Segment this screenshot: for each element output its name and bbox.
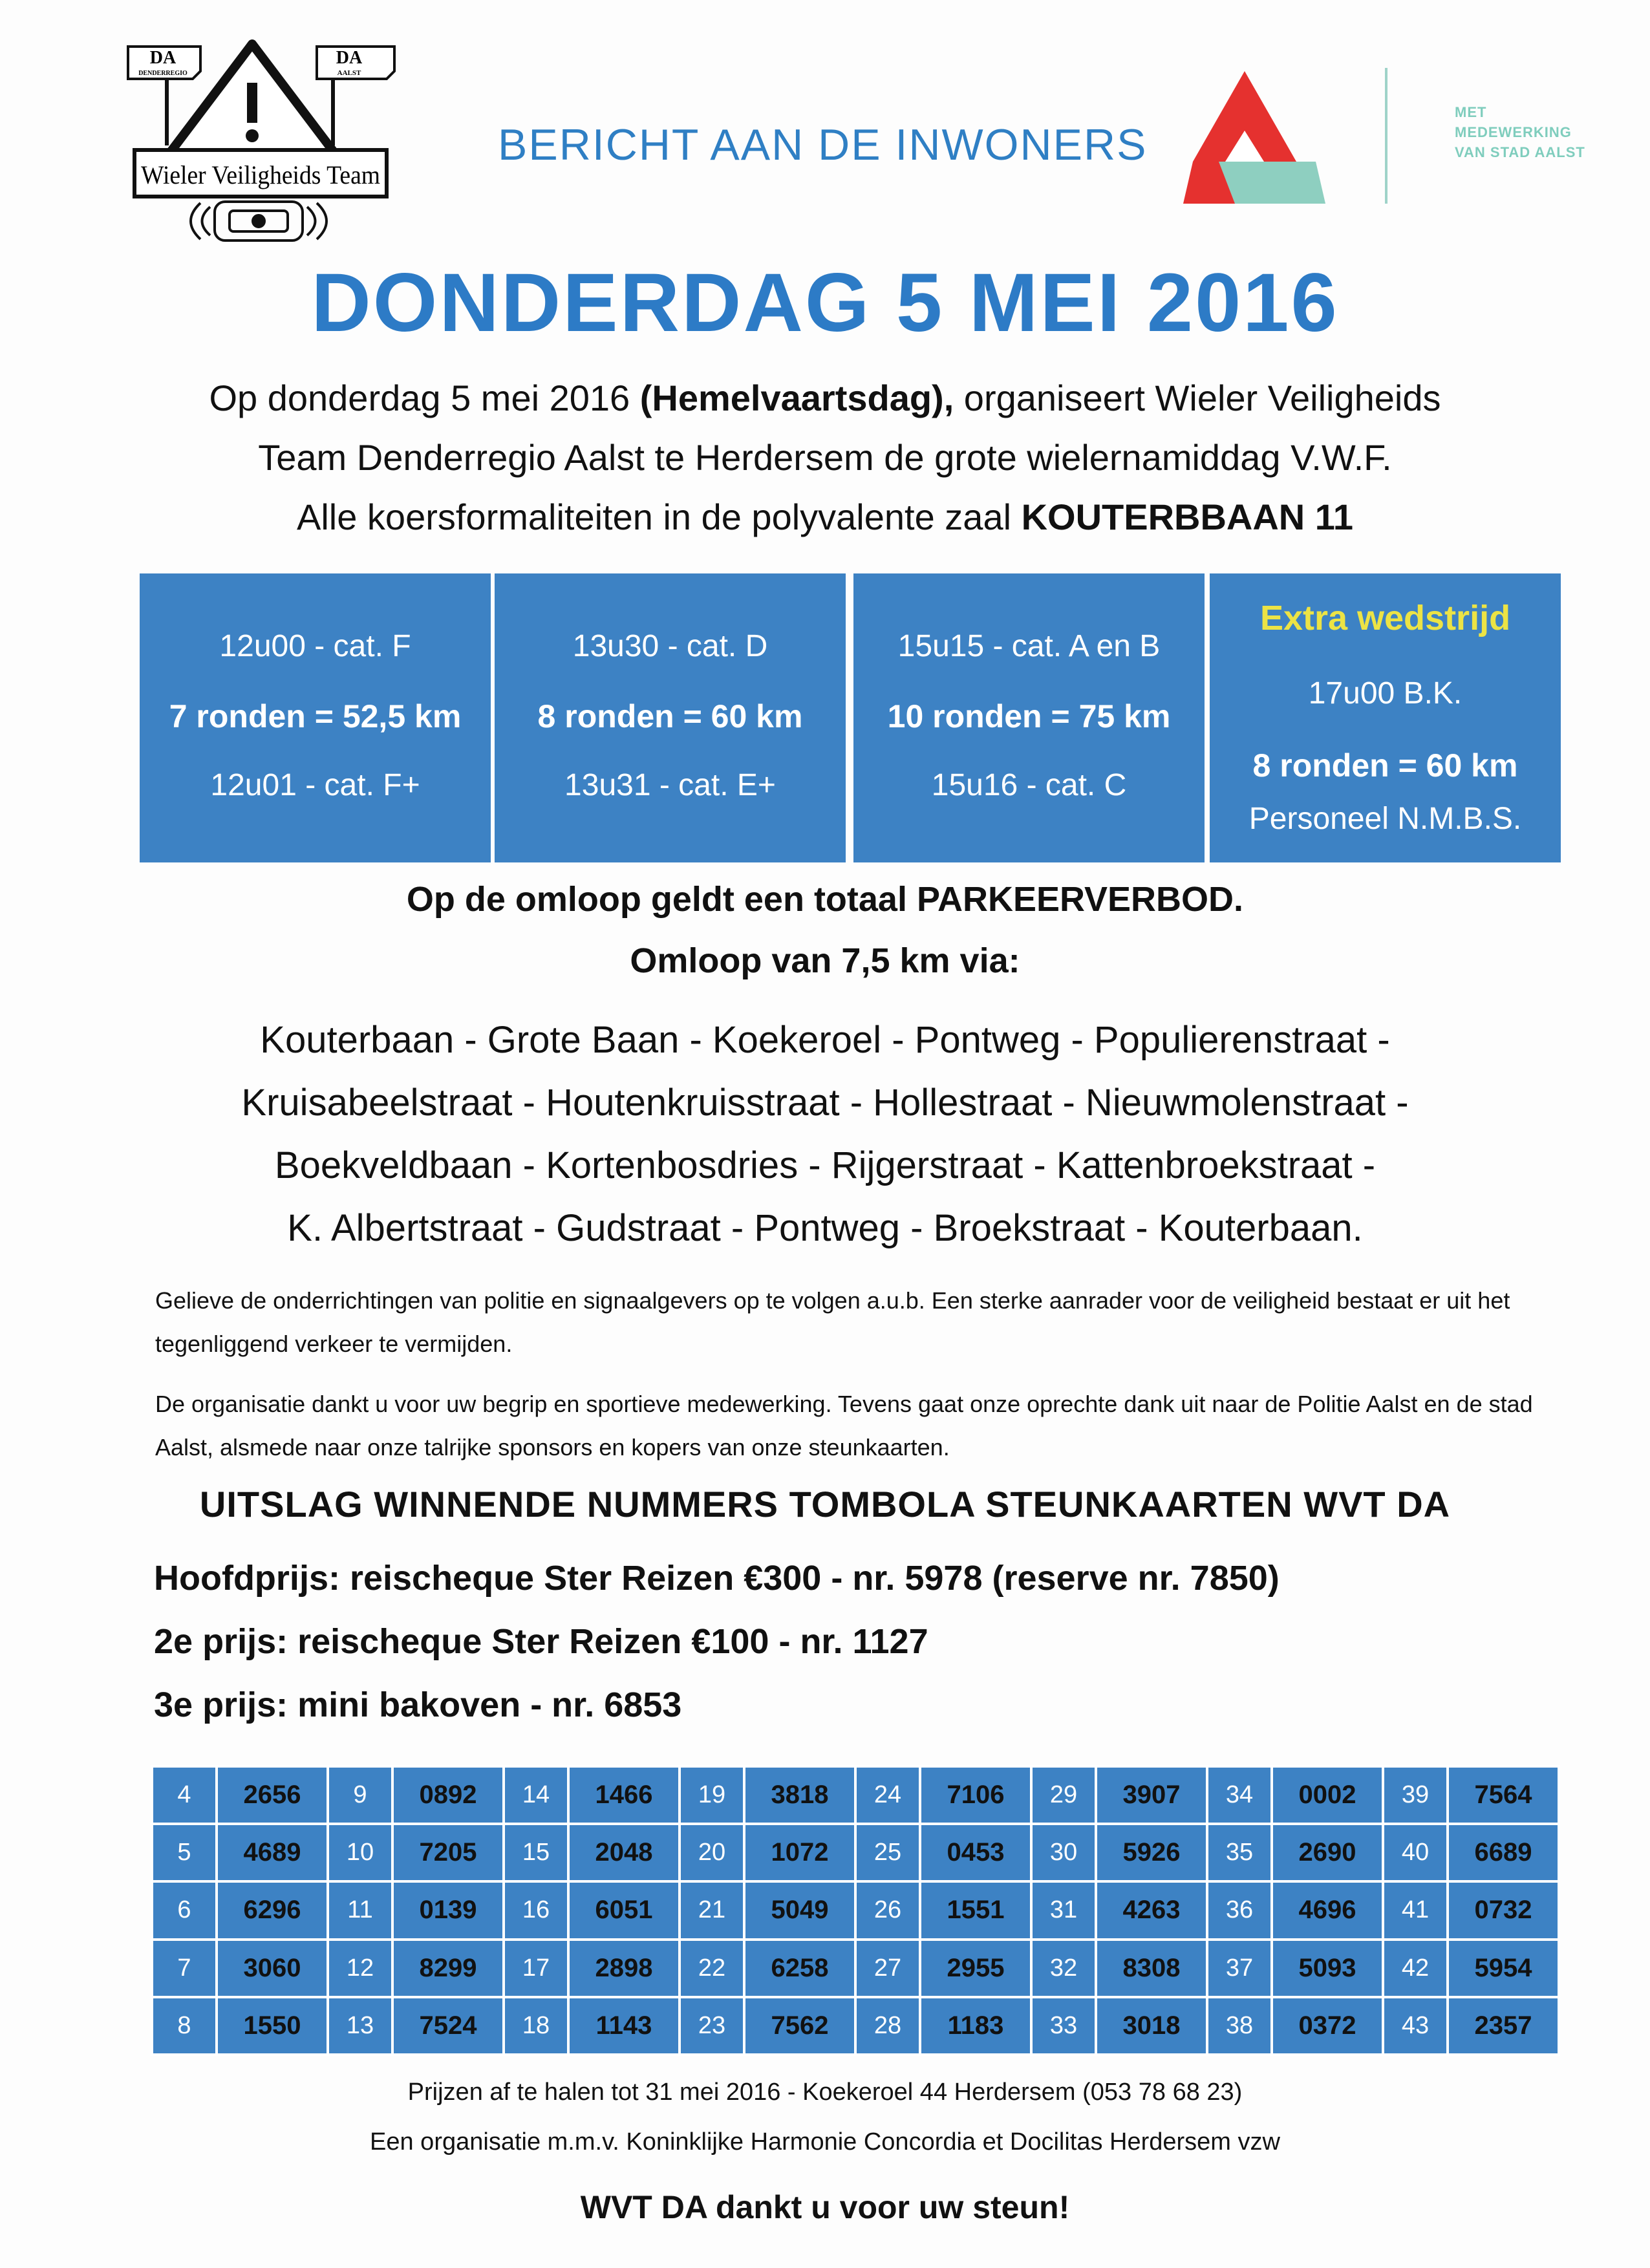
route-line-2: Kruisabeelstraat - Houtenkruisstraat - Hollestraat - Nieuwmolenstraat - [241, 1082, 1409, 1124]
ticket-index: 13 [328, 1997, 392, 2055]
ticket-number: 3818 [744, 1766, 855, 1824]
safety-paragraph: Gelieve de onderrichtingen van politie en signaalgevers op te volgen a.u.b. Een sterke aanrader voor de veiligheid bestaat er uit het tegenliggend verkeer te vermijden. [155, 1287, 1510, 1357]
intro-text-a: Alle koersformaliteiten in de polyvalente zaal [296, 497, 1022, 537]
schedule-box-1 [140, 573, 491, 862]
schedule-start: 12u00 - cat. F [219, 629, 411, 663]
ticket-number: 1466 [568, 1766, 680, 1824]
svg-text:DA: DA [336, 48, 363, 68]
footer-pickup: Prijzen af te halen tot 31 mei 2016 - Koekeroel 44 Herdersem (053 78 68 23) [407, 2079, 1243, 2106]
ticket-number: 1183 [920, 1997, 1031, 2055]
intro-line-1 [0, 369, 1650, 428]
ticket-index: 35 [1207, 1824, 1272, 1881]
ticket-number: 2690 [1272, 1824, 1383, 1881]
schedule-box-extra [1210, 573, 1561, 862]
route-line-4: K. Albertstraat - Gudstraat - Pontweg - Broekstraat - Kouterbaan. [287, 1207, 1363, 1249]
ticket-index: 26 [855, 1881, 920, 1939]
schedule-rounds: 10 ronden = 75 km [887, 698, 1171, 734]
schedule-start: 15u15 - cat. A en B [897, 629, 1161, 663]
ticket-index: 7 [152, 1940, 217, 1997]
route-line-1: Kouterbaan - Grote Baan - Koekeroel - Pontweg - Populierenstraat - [260, 1019, 1390, 1061]
ticket-index: 42 [1383, 1940, 1448, 1997]
ticket-index: 25 [855, 1824, 920, 1881]
ticket-number: 6051 [568, 1881, 680, 1939]
ticket-index: 28 [855, 1997, 920, 2055]
ticket-index: 21 [680, 1881, 744, 1939]
intro-line-3 [0, 487, 1650, 547]
ticket-index: 39 [1383, 1766, 1448, 1824]
ticket-number: 2048 [568, 1824, 680, 1881]
extra-race-label: Extra wedstrijd [1259, 599, 1511, 637]
divider-line [1385, 68, 1388, 204]
table-row [152, 1766, 1559, 1824]
ticket-number: 6296 [217, 1881, 328, 1939]
ticket-number: 5926 [1096, 1824, 1207, 1881]
ticket-index: 32 [1031, 1940, 1096, 1997]
footer-organisation: Een organisatie m.m.v. Koninklijke Harmonie Concordia et Docilitas Herdersem vzw [370, 2128, 1280, 2156]
circuit-title: Omloop van 7,5 km via: [630, 941, 1020, 980]
table-row [152, 1940, 1559, 1997]
ticket-number: 2898 [568, 1940, 680, 1997]
ticket-index: 23 [680, 1997, 744, 2055]
route-line-3: Boekveldbaan - Kortenbosdries - Rijgerstraat - Kattenbroekstraat - [274, 1144, 1376, 1186]
ticket-index: 22 [680, 1940, 744, 1997]
ticket-index: 15 [504, 1824, 568, 1881]
ticket-number: 1072 [744, 1824, 855, 1881]
ticket-index: 6 [152, 1881, 217, 1939]
ticket-number: 5954 [1448, 1940, 1559, 1997]
table-row [152, 1881, 1559, 1939]
schedule-rounds: 7 ronden = 52,5 km [169, 698, 462, 734]
ticket-index: 30 [1031, 1824, 1096, 1881]
ticket-number: 4689 [217, 1824, 328, 1881]
ticket-number: 7564 [1448, 1766, 1559, 1824]
ticket-number: 1550 [217, 1997, 328, 2055]
ticket-index: 38 [1207, 1997, 1272, 2055]
ticket-number: 8299 [392, 1940, 504, 1997]
camera-badge-icon [191, 202, 327, 241]
ticket-index: 24 [855, 1766, 920, 1824]
ticket-number: 6689 [1448, 1824, 1559, 1881]
svg-text:Wieler Veiligheids Team: Wieler Veiligheids Team [141, 160, 380, 189]
ticket-index: 36 [1207, 1881, 1272, 1939]
ticket-index: 18 [504, 1997, 568, 2055]
header-title: BERICHT AAN DE INWONERS [498, 120, 1148, 169]
ticket-number: 4696 [1272, 1881, 1383, 1939]
ticket-index: 9 [328, 1766, 392, 1824]
ticket-index: 33 [1031, 1997, 1096, 2055]
stad-aalst-logo [1183, 71, 1325, 204]
partner-line-1: MET [1455, 104, 1487, 120]
ticket-number: 0139 [392, 1881, 504, 1939]
ticket-index: 10 [328, 1824, 392, 1881]
ticket-index: 37 [1207, 1940, 1272, 1997]
ticket-number: 7106 [920, 1766, 1031, 1824]
svg-text:DENDERREGIO: DENDERREGIO [138, 70, 188, 77]
winning-numbers-table [151, 1765, 1560, 2056]
schedule-rounds: 8 ronden = 60 km [537, 698, 803, 734]
ticket-number: 0002 [1272, 1766, 1383, 1824]
schedule-second: 12u01 - cat. F+ [210, 768, 420, 802]
intro-venue: KOUTERBBAAN 11 [1021, 497, 1353, 537]
ticket-index: 17 [504, 1940, 568, 1997]
ticket-index: 11 [328, 1881, 392, 1939]
schedule-start: 13u30 - cat. D [572, 629, 768, 663]
intro-text-c: organiseert Wieler Veiligheids [954, 378, 1441, 418]
prize-third: 3e prijs: mini bakoven - nr. 6853 [154, 1685, 682, 1724]
ticket-number: 5093 [1272, 1940, 1383, 1997]
ticket-number: 3060 [217, 1940, 328, 1997]
partner-line-2: MEDEWERKING [1455, 124, 1572, 140]
prize-second: 2e prijs: reischeque Ster Reizen €100 - nr. 1127 [154, 1622, 928, 1661]
schedule-box-3 [853, 573, 1205, 862]
ticket-number: 7562 [744, 1997, 855, 2055]
ticket-number: 2357 [1448, 1997, 1559, 2055]
schedule-second: 15u16 - cat. C [931, 768, 1127, 802]
wvt-logo [123, 32, 398, 246]
parking-notice: Op de omloop geldt een totaal PARKEERVERBOD. [406, 880, 1244, 919]
schedule-second: Personeel N.M.B.S. [1248, 802, 1522, 836]
intro-hemelvaart: (Hemelvaartsdag), [639, 378, 954, 418]
tombola-title: UITSLAG WINNENDE NUMMERS TOMBOLA STEUNKAARTEN WVT DA [199, 1484, 1451, 1524]
date-title: DONDERDAG 5 MEI 2016 [311, 257, 1339, 349]
svg-text:AALST: AALST [337, 69, 361, 77]
ticket-number: 5049 [744, 1881, 855, 1939]
ticket-number: 2955 [920, 1940, 1031, 1997]
intro-line-2: Team Denderregio Aalst te Herdersem de grote wielernamiddag V.W.F. [258, 437, 1392, 478]
schedule-box-2 [495, 573, 846, 862]
ticket-index: 31 [1031, 1881, 1096, 1939]
ticket-number: 4263 [1096, 1881, 1207, 1939]
table-row [152, 1997, 1559, 2055]
ticket-number: 0892 [392, 1766, 504, 1824]
ticket-number: 1551 [920, 1881, 1031, 1939]
ticket-number: 0732 [1448, 1881, 1559, 1939]
ticket-index: 41 [1383, 1881, 1448, 1939]
ticket-number: 7205 [392, 1824, 504, 1881]
schedule-rounds: 8 ronden = 60 km [1252, 747, 1518, 784]
ticket-index: 12 [328, 1940, 392, 1997]
ticket-index: 27 [855, 1940, 920, 1997]
ticket-index: 14 [504, 1766, 568, 1824]
schedule-second: 13u31 - cat. E+ [564, 768, 776, 802]
ticket-index: 20 [680, 1824, 744, 1881]
table-row [152, 1824, 1559, 1881]
ticket-index: 16 [504, 1881, 568, 1939]
ticket-number: 7524 [392, 1997, 504, 2055]
ticket-number: 8308 [1096, 1940, 1207, 1997]
ticket-number: 3018 [1096, 1997, 1207, 2055]
ticket-index: 43 [1383, 1997, 1448, 2055]
ticket-index: 5 [152, 1824, 217, 1881]
prize-main: Hoofdprijs: reischeque Ster Reizen €300 - nr. 5978 (reserve nr. 7850) [154, 1559, 1280, 1598]
ticket-index: 34 [1207, 1766, 1272, 1824]
flag-right [317, 45, 394, 145]
ticket-number: 0372 [1272, 1997, 1383, 2055]
ticket-index: 29 [1031, 1766, 1096, 1824]
ticket-number: 3907 [1096, 1766, 1207, 1824]
partner-line-3: VAN STAD AALST [1455, 144, 1585, 160]
ticket-index: 8 [152, 1997, 217, 2055]
footer-thanks: WVT DA dankt u voor uw steun! [580, 2189, 1070, 2225]
ticket-number: 1143 [568, 1997, 680, 2055]
ticket-index: 4 [152, 1766, 217, 1824]
ticket-number: 2656 [217, 1766, 328, 1824]
partner-text [1455, 102, 1585, 162]
thanks-paragraph: De organisatie dankt u voor uw begrip en sportieve medewerking. Tevens gaat onze oprechte dank uit naar de Politie Aalst en de stad Aalst, alsmede naar onze talrijke sponsors en kopers van onze steunkaarten. [155, 1391, 1533, 1460]
svg-text:DA: DA [149, 48, 177, 68]
ticket-index: 19 [680, 1766, 744, 1824]
ticket-number: 0453 [920, 1824, 1031, 1881]
intro-text-a: Op donderdag 5 mei 2016 [209, 378, 640, 418]
ticket-index: 40 [1383, 1824, 1448, 1881]
ticket-number: 6258 [744, 1940, 855, 1997]
schedule-start: 17u00 B.K. [1308, 676, 1462, 711]
